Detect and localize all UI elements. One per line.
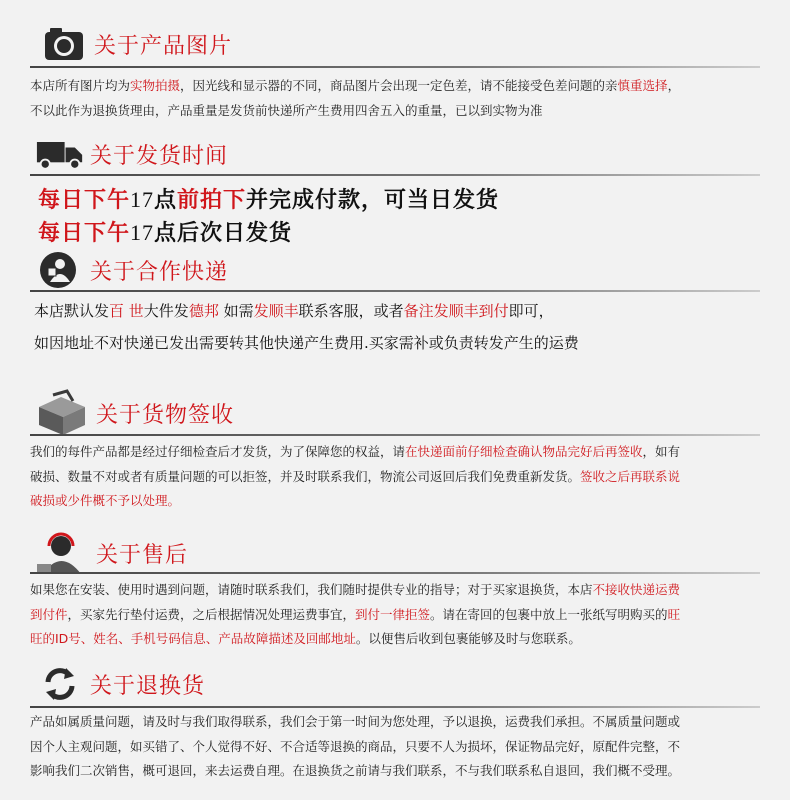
receipt-title: 关于货物签收: [96, 402, 235, 428]
ship-line-2: 每日下午17点后次日发货: [38, 220, 293, 246]
after-text: 如果您在安装、使用时遇到问题，请随时联系我们，我们随时提供专业的指导；对于买家退换货，本店不接收快递运费 到付件，买家先行垫付运费，之后根据情况处理运费事宜，到付一律拒签。请在寄回的包裹中放上一张纸写明购买的旺 旺的ID号、姓名、手机号码信息、产品故障描述及回邮地址。以便售后收到包裹能够及时与您联系。: [30, 582, 681, 646]
ship-line-1: 每日下午17点前拍下并完成付款，可当日发货: [38, 187, 500, 213]
receipt-text: 我们的每件产品都是经过仔细检查后才发货，为了保障您的权益，请在快递面前仔细检查确认物品完好后再签收，如有 破损、数量不对或者有质量问题的可以拒签，并及时联系我们，物流公司返回后我们免费重新发货。签收之后再联系说 破损或少件概不予以处理。: [30, 444, 681, 508]
after-header: [34, 528, 188, 578]
courier-title: 关于合作快递: [90, 259, 229, 285]
camera-icon: [40, 22, 88, 66]
photo-title: 关于产品图片: [94, 33, 233, 59]
courier-icon: [36, 248, 84, 292]
returns-header: [36, 662, 205, 706]
courier-line-1: 本店默认发百 世大件发德邦 如需发顺丰联系客服，或者备注发顺丰到付即可，: [34, 302, 554, 320]
customer-service-icon: [34, 528, 90, 578]
divider: [30, 706, 760, 708]
photo-header: [40, 22, 232, 66]
divider: [30, 434, 760, 436]
divider: [30, 66, 760, 68]
package-icon: [34, 388, 90, 438]
ship-title: 关于发货时间: [90, 143, 229, 169]
returns-title: 关于退换货: [90, 673, 206, 699]
exchange-icon: [36, 662, 84, 706]
truck-icon: [36, 132, 84, 176]
divider: [30, 572, 760, 574]
divider: [30, 174, 760, 176]
returns-text: 产品如属质量问题，请及时与我们取得联系，我们会于第一时间为您处理，予以退换，运费我们承担。不属质量问题或 因个人主观问题，如买错了、个人觉得不好、不合适等退换的商品，只要不人为损坏，保证物品完好，原配件完整，不 影响我们二次销售，概可退回，来去运费自理。在退换货之前请与我们联系，不与我们联系私自退回，我们概不受理。: [30, 714, 681, 778]
receipt-header: [34, 388, 234, 438]
after-title: 关于售后: [96, 542, 189, 568]
courier-header: [36, 248, 228, 292]
photo-text: 本店所有图片均为实物拍摄，因光线和显示器的不同，商品图片会出现一定色差，请不能接受色差问题的亲慎重选择， 不以此作为退换货理由，产品重量是发货前快递所产生费用四舍五入的重量，已以到实物为准: [30, 78, 681, 118]
divider: [30, 290, 760, 292]
ship-header: [36, 132, 228, 176]
courier-line-2: 如因地址不对快递已发出需要转其他快递产生费用.买家需补或负责转发产生的运费: [34, 334, 579, 352]
